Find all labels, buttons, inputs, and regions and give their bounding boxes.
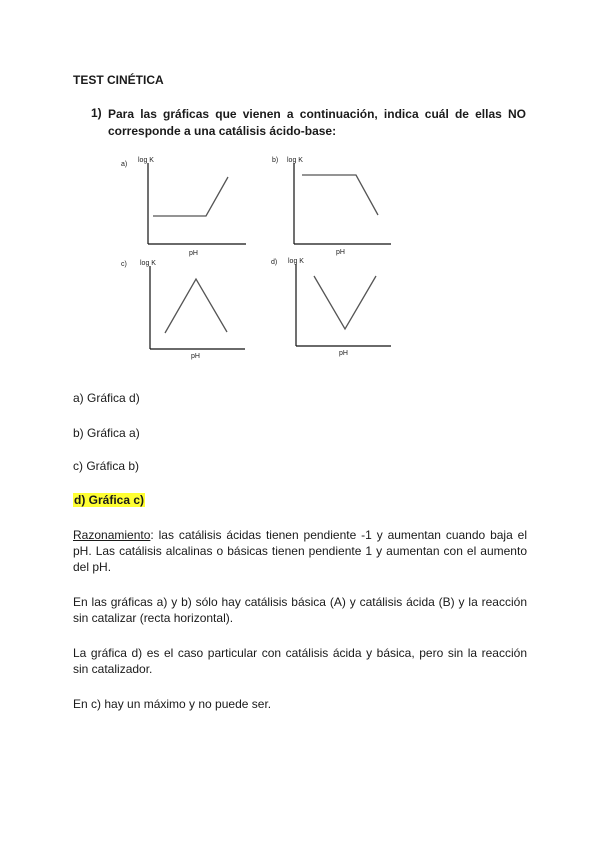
graph-a xyxy=(121,157,246,257)
option-c[interactable]: c) Gráfica b) xyxy=(73,459,140,473)
graph-d-xlabel: pH xyxy=(339,350,348,357)
explanation-paragraph-3: La gráfica d) es el caso particular con catálisis ácida y básica, pero sin la reacción sin catalizador. xyxy=(73,646,527,676)
graph-a-curve xyxy=(153,177,228,216)
graph-c-ylabel: log K xyxy=(140,260,156,267)
graph-c-label: c) xyxy=(121,261,127,268)
question-number: 1) xyxy=(91,106,102,120)
graph-b-xlabel: pH xyxy=(336,249,345,256)
graph-b-ylabel: log K xyxy=(287,157,303,164)
option-a[interactable]: a) Gráfica d) xyxy=(73,391,140,405)
explanation-paragraph-1 xyxy=(73,527,527,575)
graph-d xyxy=(271,258,391,357)
explanation-paragraph-2: En las gráficas a) y b) sólo hay catálisis básica (A) y catálisis ácida (B) y la reacción sin catalizar (recta horizontal). xyxy=(73,595,527,625)
graph-d-curve xyxy=(314,276,376,329)
graph-c xyxy=(121,260,245,360)
explanation-paragraph-4: En c) hay un máximo y no puede ser. xyxy=(73,697,272,711)
graph-b xyxy=(272,157,391,256)
graph-c-curve xyxy=(165,279,227,333)
graph-d-ylabel: log K xyxy=(288,258,304,265)
question-text: Para las gráficas que vienen a continuación, indica cuál de ellas NO corresponde a una catálisis ácido-base: xyxy=(108,107,526,138)
graph-a-ylabel: log K xyxy=(138,157,154,164)
page-title: TEST CINÉTICA xyxy=(73,73,164,87)
razonamiento-label: Razonamiento xyxy=(73,528,151,542)
graph-a-label: a) xyxy=(121,161,128,168)
option-b[interactable]: b) Gráfica a) xyxy=(73,426,140,440)
graph-b-label: b) xyxy=(272,157,279,164)
razonamiento-text: : las catálisis ácidas tienen pendiente -1 y aumentan cuando baja el pH. Las catálisis alcalinas o básicas tienen pendiente 1 y aumentan con el aumento del pH. xyxy=(73,528,527,574)
graph-d-label: d) xyxy=(271,259,278,266)
graph-a-xlabel: pH xyxy=(189,250,198,257)
graph-c-xlabel: pH xyxy=(191,353,200,360)
graphs-figure xyxy=(0,0,600,400)
graph-b-curve xyxy=(302,175,378,215)
option-d-correct[interactable]: d) Gráfica c) xyxy=(74,493,145,507)
